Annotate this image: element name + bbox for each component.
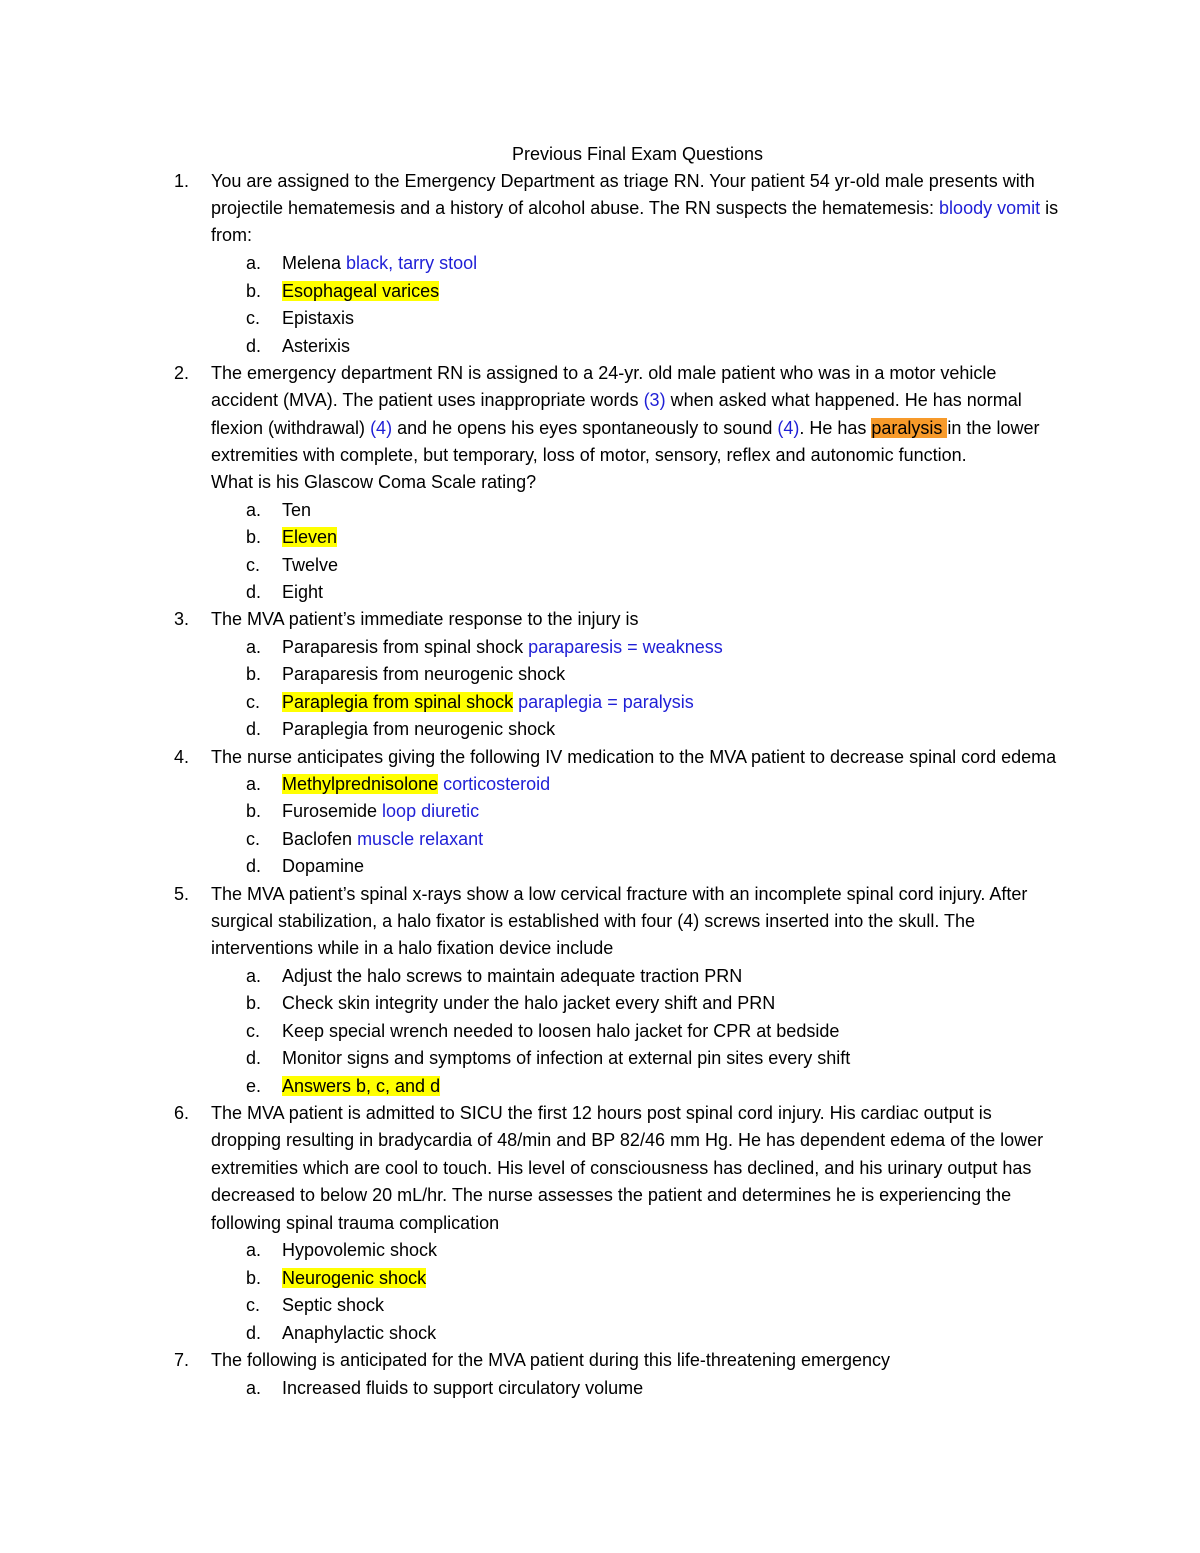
question-number: 5. bbox=[174, 884, 190, 904]
answer-option: Dopamine bbox=[282, 856, 365, 876]
option-letter: a. bbox=[246, 774, 262, 794]
option-letter: c. bbox=[246, 308, 261, 328]
option-letter: d. bbox=[246, 1323, 262, 1343]
annotation-note: paraplegia = paralysis bbox=[513, 692, 694, 712]
answer-option: Baclofen muscle relaxant bbox=[282, 829, 484, 849]
annotation-note: loop diuretic bbox=[382, 801, 480, 821]
question-text: interventions while in a halo fixation device include bbox=[211, 938, 614, 958]
question-text: dropping resulting in bradycardia of 48/min and BP 82/46 mm Hg. He has dependent edema of the lower bbox=[211, 1130, 1044, 1150]
question-number: 4. bbox=[174, 747, 190, 767]
question-number: 1. bbox=[174, 171, 190, 191]
answer-option: Twelve bbox=[282, 555, 339, 575]
annotation-note: bloody vomit bbox=[939, 198, 1041, 218]
answer-option: Check skin integrity under the halo jacket every shift and PRN bbox=[282, 993, 776, 1013]
option-letter: a. bbox=[246, 966, 262, 986]
annotation-note: corticosteroid bbox=[438, 774, 551, 794]
option-letter: c. bbox=[246, 1295, 261, 1315]
option-letter: b. bbox=[246, 527, 262, 547]
correct-answer-highlight: Paraplegia from spinal shock bbox=[282, 692, 514, 712]
option-letter: d. bbox=[246, 336, 262, 356]
answer-option-correct bbox=[282, 771, 550, 798]
page-title: Previous Final Exam Questions bbox=[511, 144, 764, 164]
option-letter: b. bbox=[246, 1268, 262, 1288]
question-text: accident (MVA). The patient uses inappropriate words (3) when asked what happened. He has normal bbox=[211, 390, 1022, 410]
question-text: The MVA patient’s immediate response to the injury is bbox=[211, 609, 639, 629]
annotation-note: (4) bbox=[777, 418, 800, 438]
annotation-note: (4) bbox=[370, 418, 393, 438]
option-letter: b. bbox=[246, 993, 262, 1013]
answer-option: Epistaxis bbox=[282, 308, 355, 328]
option-letter: d. bbox=[246, 1048, 262, 1068]
question-number: 7. bbox=[174, 1350, 190, 1370]
option-letter: d. bbox=[246, 856, 262, 876]
correct-answer-highlight: Answers b, c, and d bbox=[282, 1076, 441, 1096]
answer-option: Furosemide loop diuretic bbox=[282, 801, 480, 821]
answer-option: Paraplegia from neurogenic shock bbox=[282, 719, 556, 739]
question-text: The following is anticipated for the MVA patient during this life-threatening emergency bbox=[211, 1350, 891, 1370]
question-number: 6. bbox=[174, 1103, 190, 1123]
annotation-note: muscle relaxant bbox=[357, 829, 484, 849]
question-text: projectile hematemesis and a history of alcohol abuse. The RN suspects the hematemesis: bloody vomit is bbox=[211, 198, 1059, 218]
option-letter: a. bbox=[246, 253, 262, 273]
answer-option-correct bbox=[282, 689, 694, 716]
question-text: You are assigned to the Emergency Department as triage RN. Your patient 54 yr-old male presents with bbox=[211, 171, 1035, 191]
option-letter: b. bbox=[246, 664, 262, 684]
answer-option: Paraparesis from neurogenic shock bbox=[282, 664, 566, 684]
option-letter: c. bbox=[246, 829, 261, 849]
correct-answer-highlight: Esophageal varices bbox=[282, 281, 440, 301]
answer-option: Septic shock bbox=[282, 1295, 385, 1315]
question-text: What is his Glascow Coma Scale rating? bbox=[211, 472, 537, 492]
question-number: 2. bbox=[174, 363, 190, 383]
answer-option: Melena black, tarry stool bbox=[282, 253, 478, 273]
annotation-note: paraparesis = weakness bbox=[528, 637, 723, 657]
answer-option: Anaphylactic shock bbox=[282, 1323, 437, 1343]
answer-option-correct bbox=[282, 278, 439, 305]
annotation-note: black, tarry stool bbox=[346, 253, 478, 273]
answer-option: Adjust the halo screws to maintain adequate traction PRN bbox=[282, 966, 743, 986]
question-text: following spinal trauma complication bbox=[211, 1213, 500, 1233]
correct-answer-highlight: Methylprednisolone bbox=[282, 774, 439, 794]
annotation-note: (3) bbox=[643, 390, 666, 410]
option-letter: e. bbox=[246, 1076, 262, 1096]
question-text: The nurse anticipates giving the following IV medication to the MVA patient to decrease spinal cord edema bbox=[211, 747, 1057, 767]
answer-option: Keep special wrench needed to loosen halo jacket for CPR at bedside bbox=[282, 1021, 840, 1041]
answer-option: Asterixis bbox=[282, 336, 351, 356]
correct-answer-highlight: Eleven bbox=[282, 527, 338, 547]
option-letter: a. bbox=[246, 637, 262, 657]
answer-option: Increased fluids to support circulatory volume bbox=[282, 1378, 644, 1398]
option-letter: b. bbox=[246, 281, 262, 301]
option-letter: c. bbox=[246, 692, 261, 712]
option-letter: a. bbox=[246, 1240, 262, 1260]
question-text: surgical stabilization, a halo fixator is established with four (4) screws inserted into the skull. The bbox=[211, 911, 976, 931]
question-text: extremities with complete, but temporary, loss of motor, sensory, reflex and autonomic function. bbox=[211, 445, 967, 465]
option-letter: a. bbox=[246, 500, 262, 520]
option-letter: d. bbox=[246, 719, 262, 739]
term-highlight: paralysis bbox=[871, 418, 948, 438]
option-letter: d. bbox=[246, 582, 262, 602]
question-text: extremities which are cool to touch. His level of consciousness has declined, and his urinary output has bbox=[211, 1158, 1032, 1178]
question-text: The emergency department RN is assigned to a 24-yr. old male patient who was in a motor vehicle bbox=[211, 363, 997, 383]
option-letter: b. bbox=[246, 801, 262, 821]
correct-answer-highlight: Neurogenic shock bbox=[282, 1268, 427, 1288]
option-letter: c. bbox=[246, 1021, 261, 1041]
question-text: The MVA patient is admitted to SICU the first 12 hours post spinal cord injury. His cardiac output is bbox=[211, 1103, 992, 1123]
answer-option: Monitor signs and symptoms of infection at external pin sites every shift bbox=[282, 1048, 851, 1068]
answer-option-correct bbox=[282, 524, 337, 551]
question-text: from: bbox=[211, 225, 253, 245]
question-text: flexion (withdrawal) (4) and he opens his eyes spontaneously to sound (4). He has paralysis in the lower bbox=[211, 418, 1040, 438]
option-letter: c. bbox=[246, 555, 261, 575]
answer-option-correct bbox=[282, 1265, 426, 1292]
answer-option: Eight bbox=[282, 582, 324, 602]
question-number: 3. bbox=[174, 609, 190, 629]
answer-option: Hypovolemic shock bbox=[282, 1240, 438, 1260]
question-text: The MVA patient’s spinal x-rays show a low cervical fracture with an incomplete spinal cord injury. After bbox=[211, 884, 1028, 904]
answer-option-correct bbox=[282, 1073, 440, 1100]
answer-option: Ten bbox=[282, 500, 312, 520]
option-letter: a. bbox=[246, 1378, 262, 1398]
answer-option: Paraparesis from spinal shock paraparesis = weakness bbox=[282, 637, 723, 657]
question-text: decreased to below 20 mL/hr. The nurse assesses the patient and determines he is experiencing the bbox=[211, 1185, 1012, 1205]
